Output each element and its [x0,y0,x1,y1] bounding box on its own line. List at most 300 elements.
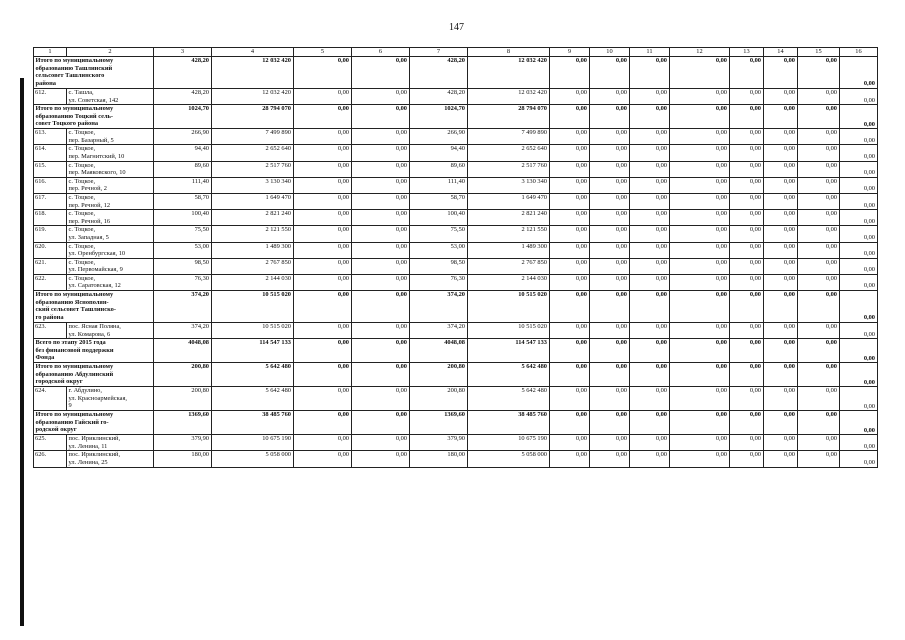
value-cell: 0,00 [764,210,798,226]
value-cell: 0,00 [764,339,798,363]
value-cell: 0,00 [730,161,764,177]
value-cell: 0,00 [840,291,878,323]
value-cell: 0,00 [352,291,410,323]
value-cell: 0,00 [840,323,878,339]
value-cell: 38 485 760 [468,411,550,435]
value-cell: 0,00 [730,242,764,258]
value-cell: 0,00 [294,363,352,387]
value-cell: 0,00 [294,145,352,161]
value-cell: 0,00 [670,274,730,290]
value-cell: 0,00 [730,291,764,323]
row-index: 612. [34,89,67,105]
value-cell: 0,00 [764,57,798,89]
value-cell: 0,00 [798,129,840,145]
value-cell: 0,00 [630,291,670,323]
address-cell: с. Тоцкое, пер. Маяковского, 10 [67,161,154,177]
value-cell: 7 499 890 [468,129,550,145]
value-cell: 28 794 070 [468,105,550,129]
value-cell: 0,00 [294,210,352,226]
value-cell: 379,90 [410,435,468,451]
value-cell: 0,00 [550,129,590,145]
value-cell: 0,00 [352,387,410,411]
table-row [34,451,878,467]
value-cell: 0,00 [294,274,352,290]
address-cell: пос. Ириклинский, ул. Ленина, 25 [67,451,154,467]
value-cell: 374,20 [410,291,468,323]
value-cell: 94,40 [154,145,212,161]
value-cell: 0,00 [294,177,352,193]
value-cell: 0,00 [798,210,840,226]
value-cell: 0,00 [352,363,410,387]
value-cell: 0,00 [294,161,352,177]
address-cell: с. Тоцкое, ул. Саратовская, 12 [67,274,154,290]
value-cell: 0,00 [840,411,878,435]
value-cell: 1369,60 [154,411,212,435]
value-cell: 0,00 [798,242,840,258]
value-cell: 0,00 [798,451,840,467]
value-cell: 374,20 [154,291,212,323]
value-cell: 428,20 [410,89,468,105]
address-cell: с. Тоцкое, ул. Западная, 5 [67,226,154,242]
value-cell: 0,00 [550,89,590,105]
value-cell: 428,20 [154,89,212,105]
value-cell: 0,00 [730,177,764,193]
value-cell: 0,00 [764,274,798,290]
total-row [34,291,878,323]
value-cell: 0,00 [590,323,630,339]
address-cell: пос. Ириклинский, ул. Ленина, 11 [67,435,154,451]
value-cell: 0,00 [590,129,630,145]
table-row [34,274,878,290]
row-index: 617. [34,193,67,209]
value-cell: 0,00 [764,193,798,209]
value-cell: 0,00 [798,363,840,387]
value-cell: 0,00 [798,435,840,451]
value-cell: 0,00 [590,193,630,209]
value-cell: 4048,08 [410,339,468,363]
value-cell: 0,00 [590,89,630,105]
value-cell: 0,00 [590,291,630,323]
value-cell: 0,00 [294,129,352,145]
value-cell: 0,00 [550,145,590,161]
column-number: 14 [764,48,798,57]
value-cell: 0,00 [590,258,630,274]
value-cell: 0,00 [764,89,798,105]
value-cell: 0,00 [294,323,352,339]
value-cell: 94,40 [410,145,468,161]
value-cell: 53,00 [154,242,212,258]
value-cell: 10 675 190 [212,435,294,451]
value-cell: 0,00 [630,363,670,387]
value-cell: 0,00 [670,451,730,467]
value-cell: 0,00 [670,323,730,339]
value-cell: 0,00 [798,323,840,339]
value-cell: 0,00 [590,274,630,290]
value-cell: 0,00 [352,242,410,258]
value-cell: 0,00 [840,451,878,467]
value-cell: 0,00 [630,451,670,467]
value-cell: 0,00 [840,105,878,129]
value-cell: 0,00 [590,387,630,411]
column-number: 9 [550,48,590,57]
value-cell: 0,00 [352,89,410,105]
value-cell: 0,00 [550,258,590,274]
table-row [34,258,878,274]
row-index: 626. [34,451,67,467]
value-cell: 0,00 [294,411,352,435]
value-cell: 0,00 [840,242,878,258]
value-cell: 0,00 [590,339,630,363]
value-cell: 0,00 [798,291,840,323]
value-cell: 379,90 [154,435,212,451]
value-cell: 0,00 [630,177,670,193]
column-number: 2 [67,48,154,57]
value-cell: 0,00 [630,274,670,290]
value-cell: 0,00 [550,339,590,363]
value-cell: 428,20 [154,57,212,89]
value-cell: 1024,70 [154,105,212,129]
value-cell: 0,00 [352,193,410,209]
value-cell: 374,20 [410,323,468,339]
value-cell: 0,00 [550,161,590,177]
value-cell: 10 515 020 [212,323,294,339]
value-cell: 0,00 [630,258,670,274]
value-cell: 0,00 [550,226,590,242]
total-row [34,411,878,435]
value-cell: 0,00 [630,226,670,242]
value-cell: 0,00 [730,451,764,467]
value-cell: 1369,60 [410,411,468,435]
value-cell: 0,00 [798,177,840,193]
address-cell: с. Тоцкое, пер. Магнитский, 10 [67,145,154,161]
value-cell: 89,60 [410,161,468,177]
value-cell: 0,00 [840,129,878,145]
page-number: 147 [449,22,464,33]
row-index: 615. [34,161,67,177]
value-cell: 114 547 133 [212,339,294,363]
value-cell: 0,00 [352,226,410,242]
value-cell: 0,00 [670,145,730,161]
value-cell: 0,00 [352,258,410,274]
value-cell: 76,30 [410,274,468,290]
value-cell: 0,00 [630,411,670,435]
value-cell: 0,00 [630,57,670,89]
value-cell: 0,00 [764,387,798,411]
value-cell: 0,00 [730,258,764,274]
column-number: 1 [34,48,67,57]
address-cell: с. Тоцкое, пер. Речной, 16 [67,210,154,226]
value-cell: 0,00 [670,193,730,209]
value-cell: 0,00 [352,145,410,161]
value-cell: 0,00 [590,451,630,467]
value-cell: 0,00 [730,210,764,226]
value-cell: 0,00 [294,226,352,242]
value-cell: 0,00 [590,242,630,258]
value-cell: 0,00 [630,435,670,451]
value-cell: 0,00 [630,242,670,258]
value-cell: 0,00 [670,210,730,226]
value-cell: 0,00 [550,210,590,226]
value-cell: 58,70 [410,193,468,209]
value-cell: 10 515 020 [212,291,294,323]
value-cell: 5 642 480 [212,387,294,411]
value-cell: 0,00 [730,363,764,387]
value-cell: 0,00 [352,129,410,145]
value-cell: 0,00 [352,161,410,177]
value-cell: 111,40 [410,177,468,193]
address-cell: с. Тоцкое, пер. Базарный, 5 [67,129,154,145]
value-cell: 0,00 [550,435,590,451]
value-cell: 0,00 [352,57,410,89]
value-cell: 0,00 [840,226,878,242]
column-number: 10 [590,48,630,57]
address-cell: с. Тоцкое, пер. Речной, 12 [67,193,154,209]
value-cell: 2 121 550 [468,226,550,242]
value-cell: 2 144 030 [468,274,550,290]
table-row [34,323,878,339]
value-cell: 0,00 [798,57,840,89]
value-cell: 200,80 [410,387,468,411]
value-cell: 0,00 [840,89,878,105]
value-cell: 0,00 [840,339,878,363]
value-cell: 0,00 [798,411,840,435]
value-cell: 0,00 [840,387,878,411]
value-cell: 0,00 [670,291,730,323]
value-cell: 0,00 [730,57,764,89]
value-cell: 0,00 [352,411,410,435]
address-cell: с. Тоцкое, ул. Первомайская, 9 [67,258,154,274]
total-title: Итого по муниципальному образованию Ташлинский сельсовет Ташлинского района [34,57,154,89]
total-title: Итого по муниципальному образованию Тоцкий сель- совет Тоцкого района [34,105,154,129]
value-cell: 0,00 [670,226,730,242]
column-number: 6 [352,48,410,57]
value-cell: 0,00 [590,363,630,387]
value-cell: 0,00 [294,451,352,467]
value-cell: 0,00 [590,57,630,89]
value-cell: 0,00 [840,258,878,274]
column-number: 3 [154,48,212,57]
value-cell: 0,00 [730,339,764,363]
value-cell: 0,00 [730,226,764,242]
total-row [34,363,878,387]
value-cell: 0,00 [840,161,878,177]
value-cell: 266,90 [154,129,212,145]
value-cell: 0,00 [550,411,590,435]
value-cell: 180,00 [154,451,212,467]
value-cell: 98,50 [410,258,468,274]
value-cell: 53,00 [410,242,468,258]
value-cell: 0,00 [670,129,730,145]
value-cell: 0,00 [764,291,798,323]
column-number: 16 [840,48,878,57]
total-title: Всего по этапу 2015 года без финансовой поддержки Фонда [34,339,154,363]
value-cell: 38 485 760 [212,411,294,435]
value-cell: 0,00 [630,161,670,177]
value-cell: 0,00 [764,411,798,435]
value-cell: 0,00 [670,339,730,363]
address-cell: г. Абдулино, ул. Красноармейская, 9 [67,387,154,411]
value-cell: 0,00 [550,274,590,290]
address-cell: с. Ташла, ул. Советская, 142 [67,89,154,105]
value-cell: 0,00 [590,161,630,177]
value-cell: 10 675 190 [468,435,550,451]
value-cell: 0,00 [670,57,730,89]
value-cell: 0,00 [798,145,840,161]
value-cell: 200,80 [154,363,212,387]
value-cell: 0,00 [550,387,590,411]
value-cell: 0,00 [294,242,352,258]
total-row [34,105,878,129]
value-cell: 0,00 [764,242,798,258]
value-cell: 0,00 [550,105,590,129]
value-cell: 10 515 020 [468,291,550,323]
table-row [34,161,878,177]
value-cell: 0,00 [590,177,630,193]
value-cell: 0,00 [764,161,798,177]
value-cell: 180,00 [410,451,468,467]
value-cell: 5 642 480 [468,387,550,411]
value-cell: 12 032 420 [468,89,550,105]
value-cell: 89,60 [154,161,212,177]
value-cell: 0,00 [590,226,630,242]
value-cell: 5 058 000 [212,451,294,467]
value-cell: 0,00 [840,193,878,209]
value-cell: 0,00 [352,451,410,467]
value-cell: 0,00 [590,145,630,161]
value-cell: 0,00 [670,387,730,411]
value-cell: 0,00 [730,411,764,435]
value-cell: 2 821 240 [468,210,550,226]
value-cell: 0,00 [294,339,352,363]
value-cell: 200,80 [154,387,212,411]
value-cell: 7 499 890 [212,129,294,145]
row-index: 618. [34,210,67,226]
value-cell: 0,00 [798,89,840,105]
value-cell: 76,30 [154,274,212,290]
table-row [34,210,878,226]
value-cell: 0,00 [670,435,730,451]
value-cell: 0,00 [294,291,352,323]
value-cell: 0,00 [798,258,840,274]
value-cell: 100,40 [410,210,468,226]
value-cell: 0,00 [764,177,798,193]
value-cell: 0,00 [590,435,630,451]
value-cell: 2 517 760 [468,161,550,177]
value-cell: 0,00 [590,411,630,435]
row-index: 623. [34,323,67,339]
value-cell: 28 794 070 [212,105,294,129]
table-row [34,387,878,411]
value-cell: 0,00 [294,435,352,451]
value-cell: 0,00 [630,89,670,105]
value-cell: 100,40 [154,210,212,226]
value-cell: 0,00 [798,274,840,290]
value-cell: 2 821 240 [212,210,294,226]
value-cell: 2 652 640 [212,145,294,161]
value-cell: 0,00 [352,210,410,226]
value-cell: 0,00 [670,89,730,105]
value-cell: 0,00 [670,258,730,274]
value-cell: 111,40 [154,177,212,193]
value-cell: 0,00 [730,129,764,145]
value-cell: 0,00 [630,193,670,209]
value-cell: 1 489 300 [468,242,550,258]
value-cell: 0,00 [550,57,590,89]
total-title: Итого по муниципальному образованию Абдулинский городской округ [34,363,154,387]
value-cell: 98,50 [154,258,212,274]
value-cell: 0,00 [550,323,590,339]
value-cell: 0,00 [550,363,590,387]
value-cell: 1 649 470 [212,193,294,209]
value-cell: 12 032 420 [212,57,294,89]
value-cell: 0,00 [670,242,730,258]
value-cell: 0,00 [590,105,630,129]
value-cell: 0,00 [630,145,670,161]
value-cell: 0,00 [630,210,670,226]
value-cell: 2 652 640 [468,145,550,161]
value-cell: 0,00 [840,145,878,161]
value-cell: 12 032 420 [212,89,294,105]
value-cell: 0,00 [764,226,798,242]
value-cell: 0,00 [670,411,730,435]
total-title: Итого по муниципальному образованию Яснополян- ский сельсовет Ташлинско- го района [34,291,154,323]
value-cell: 0,00 [630,387,670,411]
column-number: 13 [730,48,764,57]
row-index: 624. [34,387,67,411]
value-cell: 4048,08 [154,339,212,363]
table-row [34,129,878,145]
row-index: 616. [34,177,67,193]
value-cell: 0,00 [730,105,764,129]
value-cell: 0,00 [764,363,798,387]
address-cell: с. Тоцкое, ул. Оренбургская, 10 [67,242,154,258]
margin-bar [20,78,24,626]
value-cell: 0,00 [630,339,670,363]
value-cell: 0,00 [550,291,590,323]
value-cell: 10 515 020 [468,323,550,339]
column-number: 8 [468,48,550,57]
value-cell: 0,00 [764,129,798,145]
table-row [34,193,878,209]
value-cell: 12 032 420 [468,57,550,89]
row-index: 621. [34,258,67,274]
row-index: 619. [34,226,67,242]
value-cell: 0,00 [630,105,670,129]
value-cell: 0,00 [730,89,764,105]
value-cell: 0,00 [294,258,352,274]
value-cell: 0,00 [550,177,590,193]
value-cell: 1024,70 [410,105,468,129]
value-cell: 0,00 [764,145,798,161]
value-cell: 0,00 [670,161,730,177]
total-row [34,339,878,363]
column-number: 11 [630,48,670,57]
value-cell: 266,90 [410,129,468,145]
table-row [34,145,878,161]
table-row [34,177,878,193]
value-cell: 0,00 [764,435,798,451]
column-number: 7 [410,48,468,57]
value-cell: 0,00 [840,363,878,387]
value-cell: 0,00 [730,387,764,411]
value-cell: 0,00 [798,339,840,363]
total-row [34,57,878,89]
value-cell: 0,00 [550,451,590,467]
value-cell: 0,00 [764,258,798,274]
value-cell: 75,50 [410,226,468,242]
table-row [34,242,878,258]
value-cell: 0,00 [670,177,730,193]
